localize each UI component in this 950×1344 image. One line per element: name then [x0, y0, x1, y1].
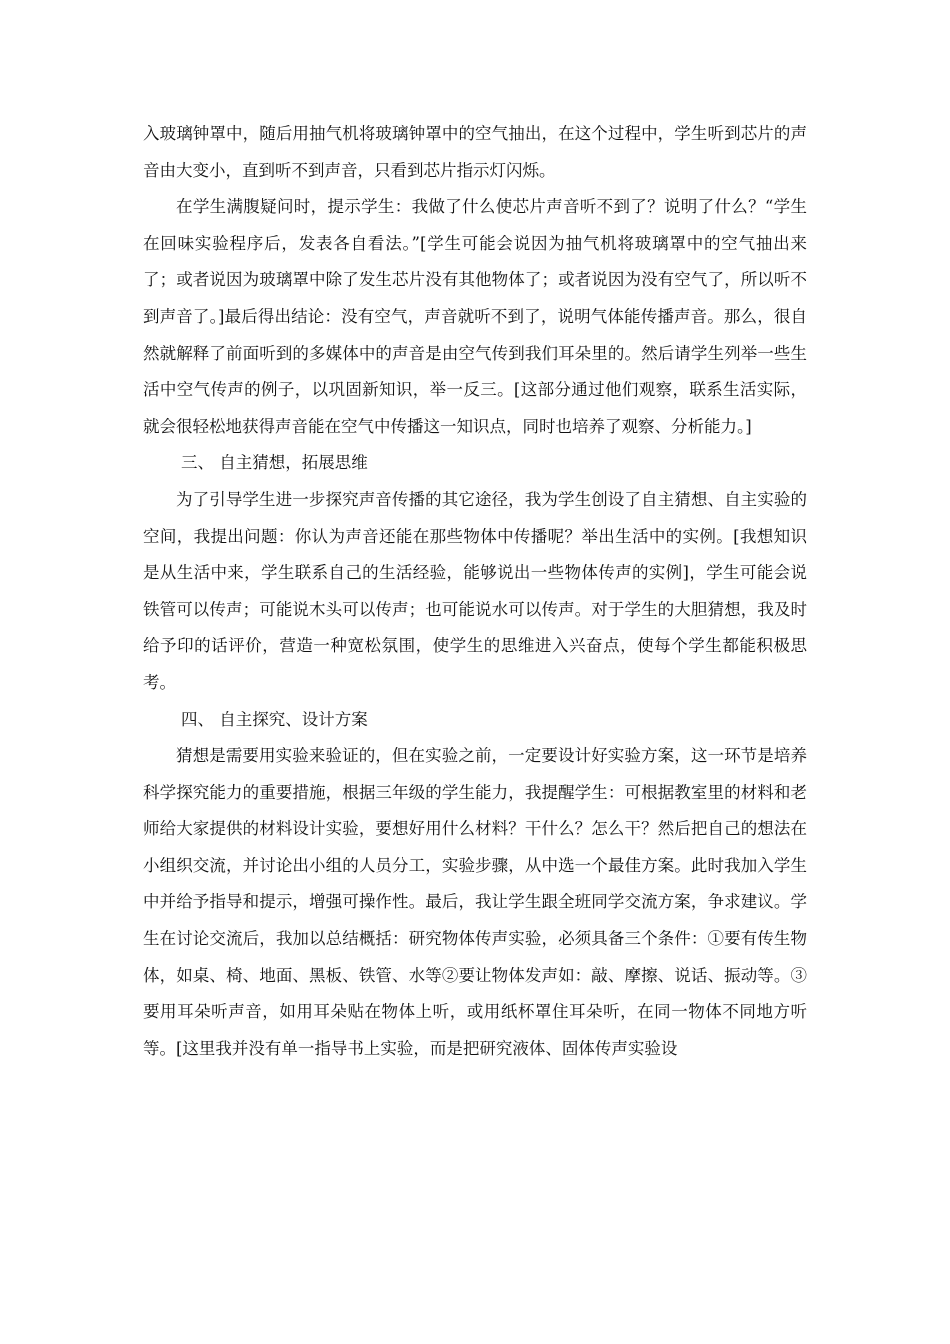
document-body	[143, 116, 807, 1067]
paragraph-experiment-conclusion: 在学生满腹疑问时，提示学生：我做了什么使芯片声音听不到了？说明了什么？“学生在回味实验程序后，发表各自看法。”[学生可能会说因为抽气机将玻璃罩中的空气抽出来了；或者说因为玻璃罩中除了发生芯片没有其他物体了；或者说因为没有空气了，所以听不到声音了。]最后得出结论：没有空气，声音就听不到了，说明气体能传播声音。那么，很自然就解释了前面听到的多媒体中的声音是由空气传到我们耳朵里的。然后请学生列举一些生活中空气传声的例子，以巩固新知识，举一反三。[这部分通过他们观察，联系生活实际，就会很轻松地获得声音能在空气中传播这一知识点，同时也培养了观察、分析能力。]	[143, 197, 807, 436]
paragraph-design-plan: 猜想是需要用实验来验证的，但在实验之前，一定要设计好实验方案，这一环节是培养科学探究能力的重要措施，根据三年级的学生能力，我提醒学生：可根据教室里的材料和老师给大家提供的材料设计实验，要想好用什么材料？干什么？怎么干？然后把自己的想法在小组织交流，并讨论出小组的人员分工，实验步骤，从中选一个最佳方案。此时我加入学生中并给予指导和提示，增强可操作性。最后，我让学生跟全班同学交流方案，争求建议。学生在讨论交流后，我加以总结概括：研究物体传声实验，必须具备三个条件：①要有传生物体，如桌、椅、地面、黑板、铁管、水等②要让物体发声如：敲、摩擦、说话、振动等。③要用耳朵听声音，如用耳朵贴在物体上听，或用纸杯罩住耳朵听，在同一物体不同地方听等。[这里我并没有单一指导书上实验，而是把研究液体、固体传声实验设	[143, 746, 807, 1058]
section-heading-4: 四、 自主探究、设计方案	[181, 709, 368, 729]
section-heading-3: 三、 自主猜想，拓展思维	[181, 453, 368, 473]
paragraph-guess: 为了引导学生进一步探究声音传播的其它途径，我为学生创设了自主猜想、自主实验的空间，我提出问题：你认为声音还能在那些物体中传播呢？举出生活中的实例。[我想知识是从生活中来，学生联系自己的生活经验，能够说出一些物体传声的实例]，学生可能会说铁管可以传声；可能说木头可以传声；也可能说水可以传声。对于学生的大胆猜想，我及时给予印的话评价，营造一种宽松氛围，使学生的思维进入兴奋点，使每个学生都能积极思考。	[143, 489, 807, 692]
paragraph-continuation: 入玻璃钟罩中，随后用抽气机将玻璃钟罩中的空气抽出，在这个过程中，学生听到芯片的声音由大变小，直到听不到声音，只看到芯片指示灯闪烁。	[143, 124, 807, 180]
